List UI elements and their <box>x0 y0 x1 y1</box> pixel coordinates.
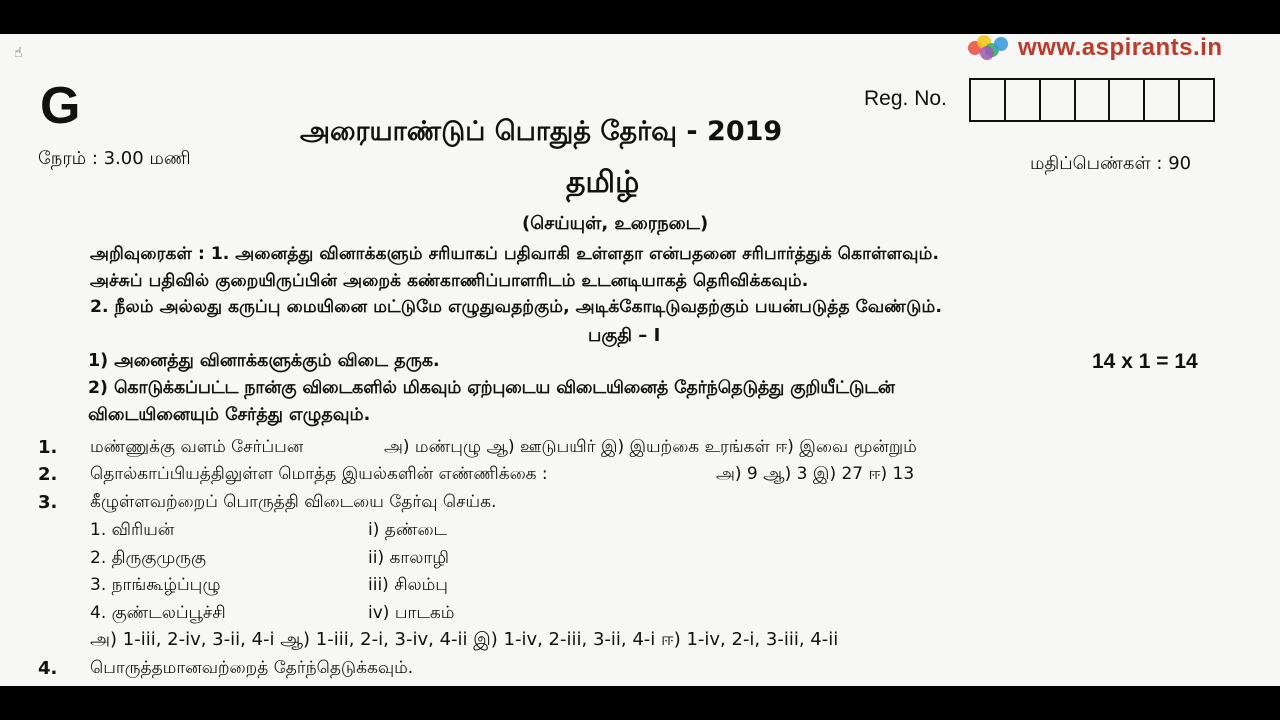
question-text: கீழுள்ளவற்றைப் பொருத்தி விடையை தேர்வு செய்க. <box>90 492 497 512</box>
series-letter: G <box>40 77 81 135</box>
question-text: பொருத்தமானவற்றைத் தேர்ந்தெடுக்கவும். <box>90 658 414 678</box>
instruction-line-3: 2. நீலம் அல்லது கருப்பு மையினை மட்டுமே எழுதுவதற்கும், அடிக்கோடிடுவதற்கும் பயன்படுத்த வேண்டும். <box>90 297 942 317</box>
match-right-item: ii) காலாழி <box>368 548 449 568</box>
question-text: தொல்காப்பியத்திலுள்ள மொத்த இயல்களின் எண்ணிக்கை : <box>90 464 548 484</box>
reg-no-label: Reg. No. <box>864 87 947 110</box>
watermark-text: www.aspirants.in <box>1018 34 1223 61</box>
match-left-item: 4. குண்டலப்பூச்சி <box>90 603 226 623</box>
reg-no-boxes <box>969 78 1215 122</box>
match-left-item: 3. நாங்கூழ்ப்புழு <box>90 575 221 595</box>
question-number: 2. <box>38 464 58 485</box>
part-title: பகுதி – I <box>588 325 661 346</box>
match-left-item: 2. திருகுமுருகு <box>90 548 206 568</box>
match-right-item: i) தண்டை <box>368 520 448 540</box>
match-right-item: iv) பாடகம் <box>368 603 455 623</box>
match-left-item: 1. விரியன் <box>90 520 175 540</box>
question-number: 4. <box>38 658 58 679</box>
question-options: அ) 1-iii, 2-iv, 3-ii, 4-i ஆ) 1-iii, 2-i, 3-iv, 4-ii இ) 1-iv, 2-iii, 3-ii, 4-i ஈ) 1-iv, 2-i, 3-iii, 4-ii <box>90 629 839 650</box>
question-text: மண்ணுக்கு வளம் சேர்ப்பன <box>90 437 304 457</box>
part-note-1: 1) அனைத்து வினாக்களுக்கும் விடை தருக. <box>88 351 440 371</box>
question-number: 1. <box>38 437 58 458</box>
question-options: அ) 9 ஆ) 3 இ) 27 ஈ) 13 <box>716 464 915 484</box>
subject-title: தமிழ் <box>566 165 640 200</box>
question-number: 3. <box>38 492 58 513</box>
sub-subject: (செய்யுள், உரைநடை) <box>522 213 709 234</box>
part-note-2b: விடையினையும் சேர்த்து எழுதவும். <box>88 405 371 425</box>
exam-paper <box>0 34 1280 686</box>
instruction-line-2: அச்சுப் பதிவில் குறையிருப்பின் அறைக் கண்காணிப்பாளரிடம் உடனடியாகத் தெரிவிக்கவும். <box>90 271 809 291</box>
exam-time: நேரம் : 3.00 மணி <box>38 148 191 169</box>
part-marks: 14 x 1 = 14 <box>1092 350 1198 373</box>
hand-cursor-icon: ☝ <box>14 45 23 61</box>
colorful-circles-logo-icon <box>968 35 1012 61</box>
part-note-2a: 2) கொடுக்கப்பட்ட நான்கு விடைகளில் மிகவும் ஏற்புடைய விடையினைத் தேர்ந்தெடுத்து குறியீட்டுடன் <box>88 378 895 398</box>
question-options: அ) மண்புழு ஆ) ஊடுபயிர் இ) இயற்கை உரங்கள் ஈ) இவை மூன்றும் <box>384 437 917 457</box>
exam-marks: மதிப்பெண்கள் : 90 <box>1030 153 1192 174</box>
match-right-item: iii) சிலம்பு <box>368 575 448 595</box>
instruction-line-1: அறிவுரைகள் : 1. அனைத்து வினாக்களும் சரியாகப் பதிவாகி உள்ளதா என்பதனை சரிபார்த்துக் கொள்ளவும். <box>90 244 939 264</box>
watermark <box>968 34 1223 62</box>
exam-title: அரையாண்டுப் பொதுத் தேர்வு - 2019 <box>300 116 783 147</box>
